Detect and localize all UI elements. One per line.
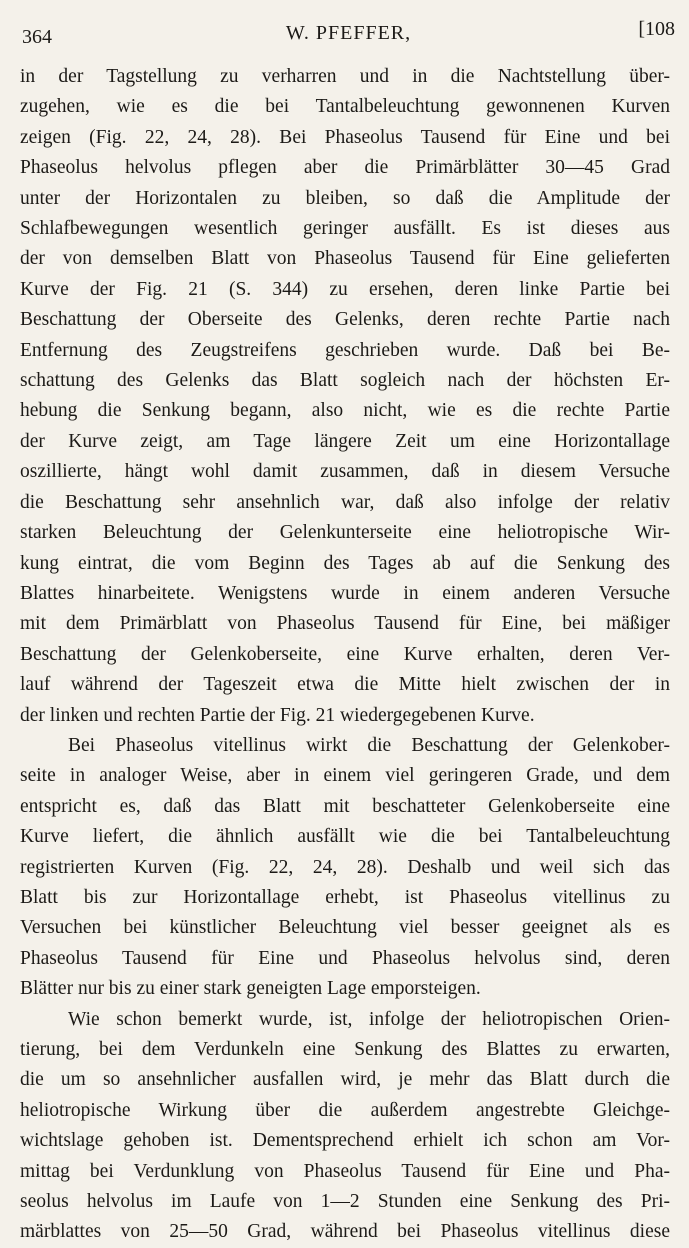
text-line: Blattes hinarbeitete. Wenigstens wurde in einem anderen Versuche (20, 582, 670, 604)
paragraph-1 (20, 62, 670, 731)
text-line: die Beschattung sehr ansehnlich war, daß also infolge der relativ (20, 491, 670, 513)
text-line: Wie schon bemerkt wurde, ist, infolge der heliotropischen Orien- (68, 1008, 670, 1030)
text-line: Entfernung des Zeugstreifens geschrieben wurde. Daß bei Be- (20, 339, 670, 361)
text-line: kung eintrat, die vom Beginn des Tages ab auf die Senkung des (20, 552, 670, 574)
text-line: unter der Horizontalen zu bleiben, so daß die Amplitude der (20, 187, 670, 209)
text-line: schattung des Gelenks das Blatt sogleich nach der höchsten Er- (20, 370, 670, 392)
running-header (22, 18, 675, 58)
text-line: Phaseolus helvolus pflegen aber die Primärblätter 30—45 Grad (20, 157, 670, 179)
text-line: Phaseolus Tausend für Eine und Phaseolus helvolus sind, deren (20, 947, 670, 969)
text-line: zeigen (Fig. 22, 24, 28). Bei Phaseolus Tausend für Eine und bei (20, 126, 670, 148)
text-line: entspricht es, daß das Blatt mit beschatteter Gelenkoberseite eine (20, 795, 670, 817)
text-line: der von demselben Blatt von Phaseolus Tausend für Eine gelieferten (20, 248, 670, 270)
text-line: registrierten Kurven (Fig. 22, 24, 28). Deshalb und weil sich das (20, 856, 670, 878)
text-line: mittag bei Verdunklung von Phaseolus Tausend für Eine und Pha- (20, 1160, 670, 1182)
text-line: Schlafbewegungen wesentlich geringer ausfällt. Es ist dieses aus (20, 218, 670, 240)
text-line: mit dem Primärblatt von Phaseolus Tausend für Eine, bei mäßiger (20, 613, 670, 635)
text-line: der Kurve zeigt, am Tage längere Zeit um eine Horizontallage (20, 430, 670, 452)
text-line: Beschattung der Gelenkoberseite, eine Kurve erhalten, deren Ver- (20, 643, 670, 665)
text-line: tierung, bei dem Verdunkeln eine Senkung des Blattes zu erwarten, (20, 1039, 670, 1060)
text-line: Bei Phaseolus vitellinus wirkt die Beschattung der Gelenkober- (68, 734, 670, 756)
text-line: Kurve liefert, die ähnlich ausfällt wie die bei Tantalbeleuchtung (20, 826, 670, 848)
text-line: lauf während der Tageszeit etwa die Mitte hielt zwischen der in (20, 674, 670, 696)
text-line: seite in analoger Weise, aber in einem viel geringeren Grade, und dem (20, 765, 670, 787)
text-line: märblattes von 25—50 Grad, während bei Phaseolus vitellinus diese (20, 1221, 670, 1243)
text-line: starken Beleuchtung der Gelenkunterseite eine heliotropische Wir- (20, 522, 670, 544)
text-line: oszillierte, hängt wohl damit zusammen, daß in diesem Versuche (20, 461, 670, 483)
text-line: Blatt bis zur Horizontallage erhebt, ist Phaseolus vitellinus zu (20, 886, 670, 908)
text-line: in der Tagstellung zu verharren und in die Nachtstellung über- (20, 66, 670, 87)
text-line: Kurve der Fig. 21 (S. 344) zu ersehen, deren linke Partie bei (20, 278, 670, 300)
text-line: die um so ansehnlicher ausfallen wird, je mehr das Blatt durch die (20, 1069, 670, 1091)
text-line: der linken und rechten Partie der Fig. 21 wiedergegebenen Kurve. (20, 704, 535, 726)
page-number: 364 (22, 26, 52, 48)
text-line: heliotropische Wirkung über die außerdem angestrebte Gleichge- (20, 1099, 670, 1121)
text-line: Blätter nur bis zu einer stark geneigten Lage emporsteigen. (20, 978, 481, 1000)
text-line: zugehen, wie es die bei Tantalbeleuchtung gewonnenen Kurven (20, 96, 670, 118)
text-line: seolus helvolus im Laufe von 1—2 Stunden eine Senkung des Pri- (20, 1191, 670, 1213)
text-line: Versuchen bei künstlicher Beleuchtung viel besser geeignet als es (20, 917, 670, 939)
text-line: Beschattung der Oberseite des Gelenks, deren rechte Partie nach (20, 309, 670, 331)
original-page-marker: [108 (638, 18, 675, 40)
text-line: hebung die Senkung begann, also nicht, wie es die rechte Partie (20, 400, 670, 422)
body-text (20, 62, 670, 1248)
paragraph-2 (20, 731, 670, 1005)
running-head-author: W. PFEFFER, (285, 22, 412, 44)
paragraph-3 (20, 1005, 670, 1248)
text-line: wichtslage gehoben ist. Dementsprechend erhielt ich schon am Vor- (20, 1130, 670, 1152)
